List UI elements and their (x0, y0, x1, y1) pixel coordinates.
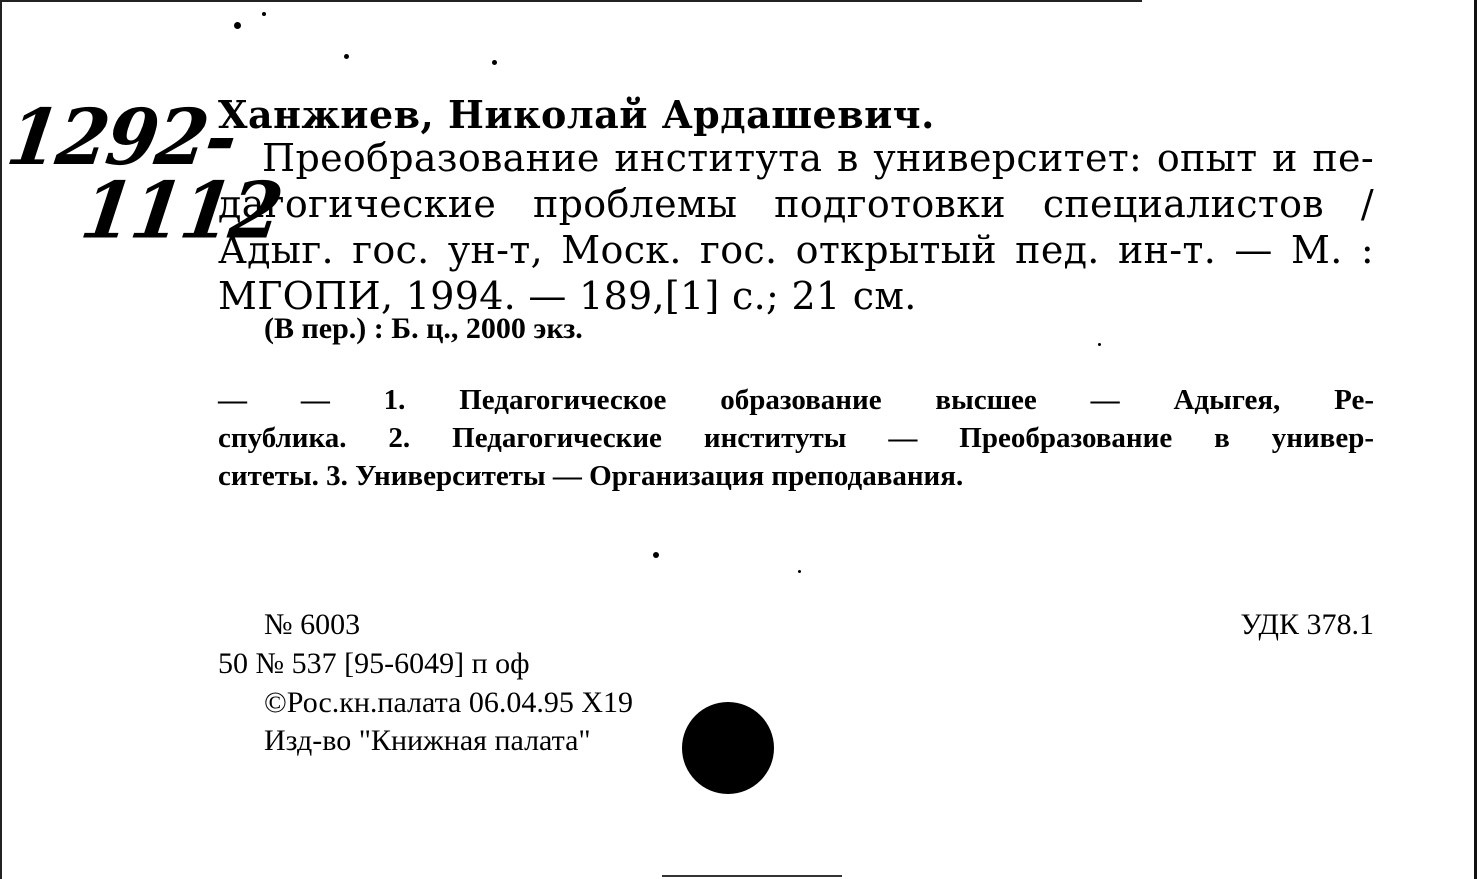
ink-speck (262, 12, 266, 16)
punch-hole (682, 702, 774, 794)
bib-line: Преобразование института в университет: опыт и пе- (262, 136, 1374, 180)
subject-headings (218, 381, 1374, 495)
ink-speck (234, 22, 241, 29)
card-right-edge (1474, 0, 1477, 879)
ink-speck (344, 54, 349, 59)
bib-line: МГОПИ, 1994. — 189,[1] с.; 21 см. (218, 274, 917, 318)
udc-code: УДК 378.1 (1240, 608, 1374, 641)
ink-speck (653, 552, 659, 558)
author-heading: Ханжиев, Николай Ардашевич. (218, 92, 935, 137)
ink-speck (1098, 343, 1101, 346)
handwritten-call-number-2: 1112 (75, 165, 287, 257)
publisher-line: Изд-во "Книжная палата" (264, 724, 591, 757)
bibliographic-description (218, 135, 1374, 319)
card-bottom-edge (662, 875, 842, 877)
subject-line: ситеты. 3. Университеты — Организация преподавания. (218, 460, 964, 492)
handwritten-call-number-1: 1292- (1, 92, 242, 184)
card-top-edge (2, 0, 1142, 8)
bib-line: Адыг. гос. ун-т, Моск. гос. открытый пед. ин-т. — М. : (218, 228, 1374, 272)
card-number: № 6003 (264, 608, 361, 641)
subject-line: — — 1. Педагогическое образование высшее — Адыгея, Ре- (218, 384, 1374, 416)
order-line: 50 № 537 [95-6049] п оф (218, 647, 530, 680)
binding-price-run: (В пер.) : Б. ц., 2000 экз. (264, 312, 583, 345)
subject-line: спублика. 2. Педагогические институты — Преобразование в универ- (218, 422, 1374, 454)
bib-line: дагогические проблемы подготовки специалистов / (218, 182, 1374, 226)
ink-speck (798, 570, 801, 573)
copyright-line: ©Рос.кн.палата 06.04.95 Х19 (264, 686, 634, 719)
ink-speck (492, 60, 497, 65)
